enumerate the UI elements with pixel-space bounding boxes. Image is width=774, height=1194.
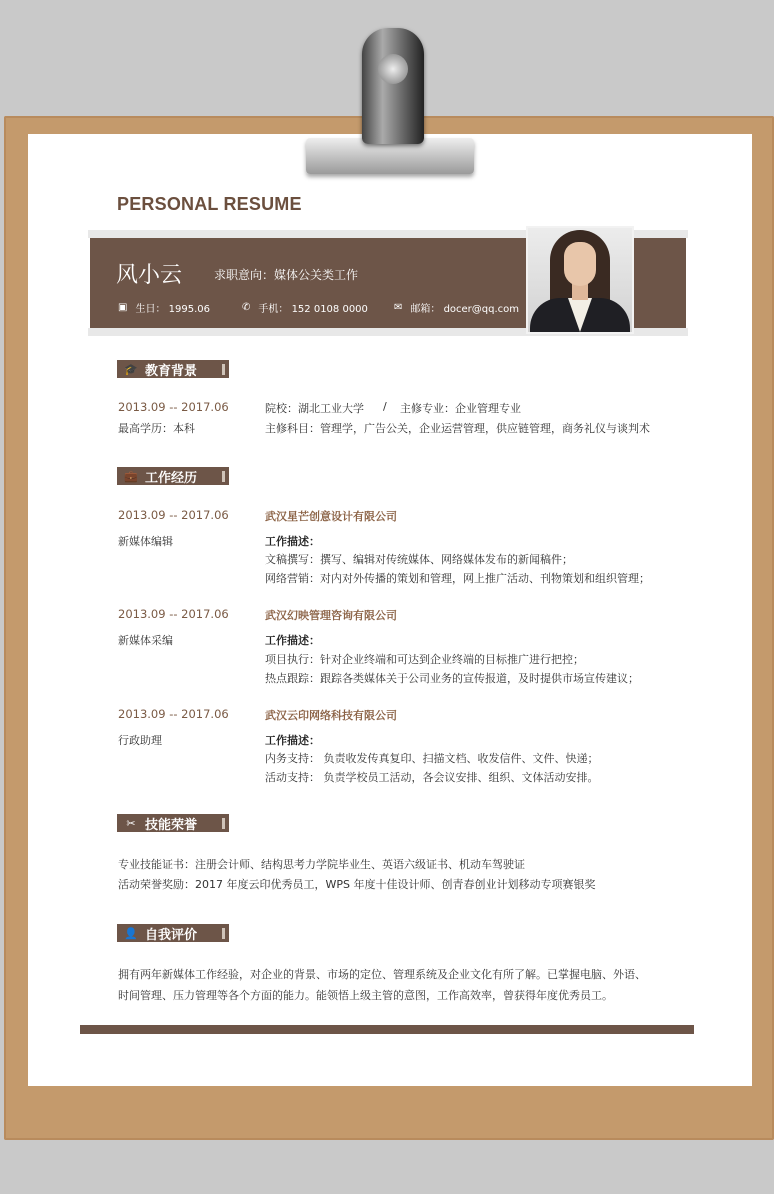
education-degree: 最高学历：本科 — [118, 422, 195, 435]
section-self-header — [117, 924, 229, 942]
phone-text: 手机： 152 0108 0000 — [258, 304, 368, 315]
binder-clip-icon — [362, 28, 424, 144]
self-evaluation-line: 时间管理、压力管理等各个方面的能力。能领悟上级主管的意图，工作高效率，曾获得年度优秀员工。 — [118, 989, 613, 1002]
job-position: 新媒体采编 — [118, 634, 173, 647]
job-date: 2013.09 -- 2017.06 — [118, 707, 229, 721]
section-education-header — [117, 360, 229, 378]
phone-info — [242, 300, 368, 315]
skills-certificates: 专业技能证书：注册会计师、结构思考力学院毕业生、英语六级证书、机动车驾驶证 — [118, 858, 525, 871]
resume-tag: PERSONAL RESUME — [117, 194, 302, 214]
clip-rivet — [378, 54, 408, 84]
section-title: 技能荣誉 — [145, 817, 198, 833]
job-date: 2013.09 -- 2017.06 — [118, 508, 229, 522]
job-company: 武汉云印网络科技有限公司 — [265, 709, 397, 722]
section-skills-header — [117, 814, 229, 832]
job-company: 武汉幻映管理咨询有限公司 — [265, 609, 397, 622]
briefcase-icon: 💼 — [124, 469, 138, 483]
graduation-cap-icon: 🎓 — [124, 362, 138, 376]
job-date: 2013.09 -- 2017.06 — [118, 607, 229, 621]
job-desc-line: 文稿撰写：撰写、编辑对传统媒体、网络媒体发布的新闻稿件； — [265, 553, 573, 566]
self-evaluation-line: 拥有两年新媒体工作经验，对企业的背景、市场的定位、管理系统及企业文化有所了解。已掌握电脑、外语、 — [118, 968, 646, 981]
job-desc-line: 网络营销：对内对外传播的策划和管理，网上推广活动、刊物策划和组织管理； — [265, 572, 650, 585]
job-desc-line: 项目执行：针对企业终端和可达到企业终端的目标推广进行把控； — [265, 653, 584, 666]
education-date: 2013.09 -- 2017.06 — [118, 400, 229, 414]
section-work-header — [117, 467, 229, 485]
job-desc-line: 内务支持： 负责收发传真复印、扫描文档、收发信件、文件、快递； — [265, 752, 599, 765]
skills-awards: 活动荣誉奖励：2017 年度云印优秀员工，WPS 年度十佳设计师、创青春创业计划移动专项赛银奖 — [118, 878, 596, 891]
email-info — [394, 300, 519, 315]
tools-icon: ✂ — [126, 816, 136, 830]
section-title: 教育背景 — [145, 363, 198, 379]
section-title: 自我评价 — [145, 927, 198, 943]
profile-photo — [526, 226, 634, 334]
job-position: 新媒体编辑 — [118, 535, 173, 548]
calendar-icon: ▣ — [118, 302, 128, 313]
person-icon: 👤 — [124, 926, 138, 940]
job-desc-label: 工作描述： — [265, 634, 320, 647]
candidate-name: 风小云 — [116, 263, 183, 288]
section-title: 工作经历 — [145, 470, 198, 486]
education-separator: / — [383, 400, 387, 413]
education-major: 主修专业：企业管理专业 — [400, 402, 521, 415]
birthday-info — [118, 300, 210, 315]
education-school: 院校：湖北工业大学 — [265, 402, 364, 415]
job-position: 行政助理 — [118, 734, 162, 747]
footer-bar — [80, 1025, 694, 1034]
job-desc-line: 热点跟踪：跟踪各类媒体关于公司业务的宣传报道，及时提供市场宣传建议； — [265, 672, 639, 685]
job-desc-line: 活动支持： 负责学校员工活动，各会议安排、组织、文体活动安排。 — [265, 771, 599, 784]
birthday-text: 生日： 1995.06 — [135, 304, 210, 315]
email-text: 邮箱： docer@qq.com — [410, 304, 520, 315]
job-intent: 求职意向：媒体公关类工作 — [214, 268, 359, 282]
job-desc-label: 工作描述： — [265, 734, 320, 747]
mail-icon: ✉ — [394, 302, 403, 313]
education-courses: 主修科目：管理学，广告公关，企业运营管理，供应链管理，商务礼仪与谈判术 — [265, 422, 650, 435]
job-company: 武汉星芒创意设计有限公司 — [265, 510, 397, 523]
phone-icon: ✆ — [242, 302, 251, 313]
job-desc-label: 工作描述： — [265, 535, 320, 548]
